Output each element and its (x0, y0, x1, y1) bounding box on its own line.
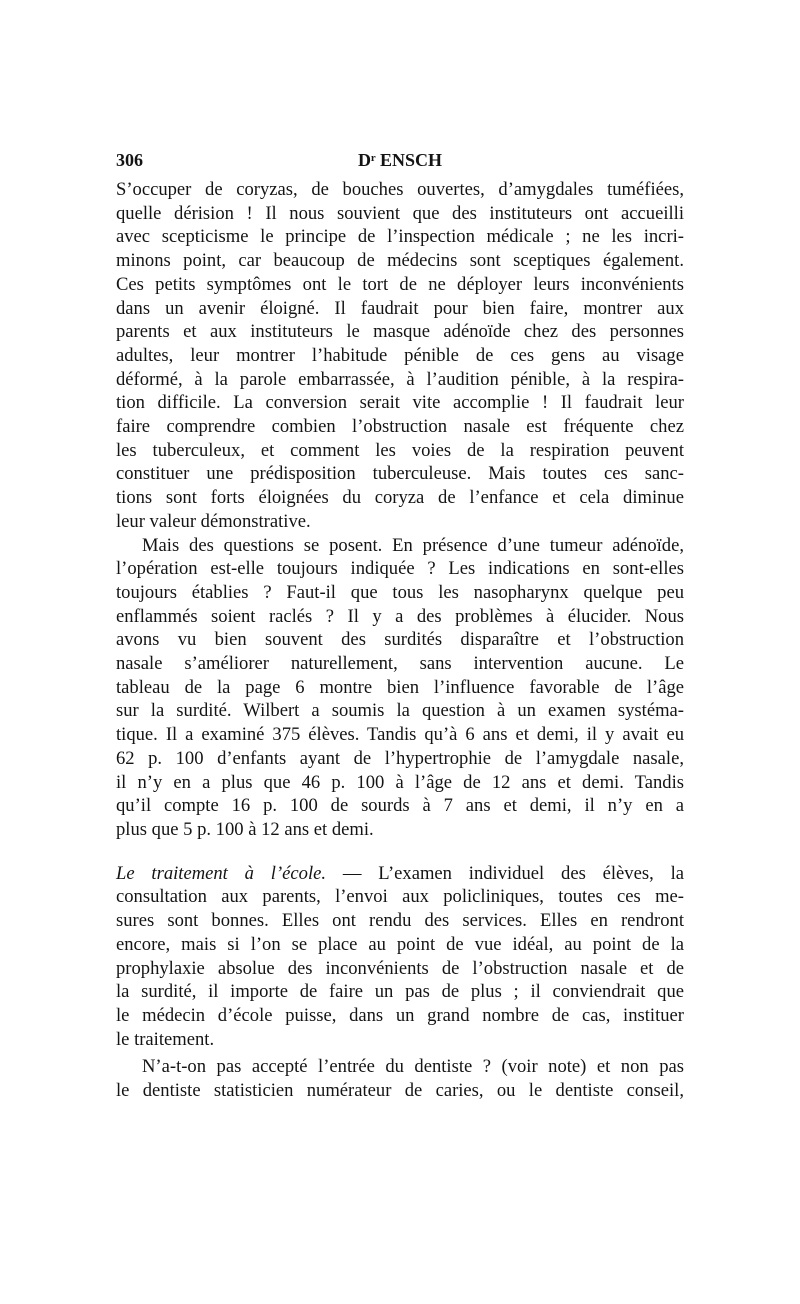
text-line: sur la surdité. Wilbert a soumis la question à un examen systéma- (116, 700, 684, 722)
text-line: enflammés soient raclés ? Il y a des problèmes à élucider. Nous (116, 605, 684, 627)
page-header (116, 150, 684, 176)
text-line: avons vu bien souvent des surdités disparaître et l’obstruction (116, 629, 684, 651)
text-line: nasale s’améliorer naturellement, sans intervention aucune. Le (116, 653, 684, 675)
text-line: consultation aux parents, l’envoi aux policliniques, toutes ces me- (116, 886, 684, 908)
running-head: Dʳ ENSCH (357, 150, 443, 170)
text-line: prophylaxie absolue des inconvénients de l’obstruction nasale et de (116, 957, 684, 979)
text-line: Ces petits symptômes ont le tort de ne déployer leurs inconvénients (116, 273, 684, 295)
text-line (116, 862, 684, 886)
text-line: la surdité, il importe de faire un pas de plus ; il conviendrait que (116, 981, 684, 1003)
heading-continuation: — L’examen individuel des élèves, la (326, 862, 684, 884)
text-line: N’a-t-on pas accepté l’entrée du dentiste ? (voir note) et non pas (142, 1056, 684, 1078)
page-number: 306 (116, 150, 143, 170)
text-line: minons point, car beaucoup de médecins sont sceptiques également. (116, 250, 684, 272)
text-line: le médecin d’école puisse, dans un grand nombre de cas, instituer (116, 1004, 684, 1026)
text-line: leur valeur démonstrative. (116, 510, 311, 532)
text-line: dans un avenir éloigné. Il faudrait pour bien faire, montrer aux (116, 297, 684, 319)
text-line: constituer une prédisposition tuberculeuse. Mais toutes ces sanc- (116, 463, 684, 485)
text-line: tique. Il a examiné 375 élèves. Tandis qu’à 6 ans et demi, il y avait eu (116, 724, 684, 746)
text-line: qu’il compte 16 p. 100 de sourds à 7 ans et demi, il n’y en a (116, 795, 684, 817)
section-heading: Le traitement à l’école. (116, 862, 327, 884)
text-line: 62 p. 100 d’enfants ayant de l’hypertrophie de l’amygdale nasale, (116, 747, 684, 769)
text-line: adultes, leur montrer l’habitude pénible de ces gens au visage (116, 344, 684, 366)
paragraph-traitement (116, 862, 684, 1052)
text-line: sures sont bonnes. Elles ont rendu des services. Elles en rendront (116, 910, 684, 932)
text-line: toujours établies ? Faut-il que tous les nasopharynx quelque peu (116, 581, 684, 603)
text-line: parents et aux instituteurs le masque adénoïde chez des personnes (116, 321, 684, 343)
text-line: encore, mais si l’on se place au point de vue idéal, au point de la (116, 933, 684, 955)
paragraph-questions (116, 534, 684, 842)
text-line: le dentiste statisticien numérateur de caries, ou le dentiste conseil, (116, 1080, 684, 1102)
text-line: déformé, à la parole embarrassée, à l’audition pénible, à la respira- (116, 368, 684, 390)
text-line: Mais des questions se posent. En présence d’une tumeur adénoïde, (142, 534, 684, 556)
section-gap (116, 842, 684, 862)
text-line: le traitement. (116, 1028, 215, 1050)
text-line: tableau de la page 6 montre bien l’influence favorable de l’âge (116, 676, 684, 698)
paragraph-dentiste (116, 1055, 684, 1102)
text-line: tion difficile. La conversion serait vite accomplie ! Il faudrait leur (116, 392, 684, 414)
text-line: les tuberculeux, et comment les voies de la respiration peuvent (116, 439, 684, 461)
text-line: avec scepticisme le principe de l’inspection médicale ; ne les incri- (116, 226, 684, 248)
text-line: il n’y en a plus que 46 p. 100 à l’âge de 12 ans et demi. Tandis (116, 771, 684, 793)
text-line: plus que 5 p. 100 à 12 ans et demi. (116, 818, 374, 840)
text-line: S’occuper de coryzas, de bouches ouvertes, d’amygdales tuméfiées, (116, 179, 684, 200)
text-line: faire comprendre combien l’obstruction nasale est fréquente chez (116, 416, 684, 438)
body-text (116, 178, 684, 1103)
text-line: l’opération est-elle toujours indiquée ? Les indications en sont-elles (116, 558, 684, 580)
paragraph-coryzas (116, 178, 684, 534)
text-line: tions sont forts éloignées du coryza de l’enfance et cela diminue (116, 487, 684, 509)
text-line: quelle dérision ! Il nous souvient que des instituteurs ont accueilli (116, 202, 684, 224)
